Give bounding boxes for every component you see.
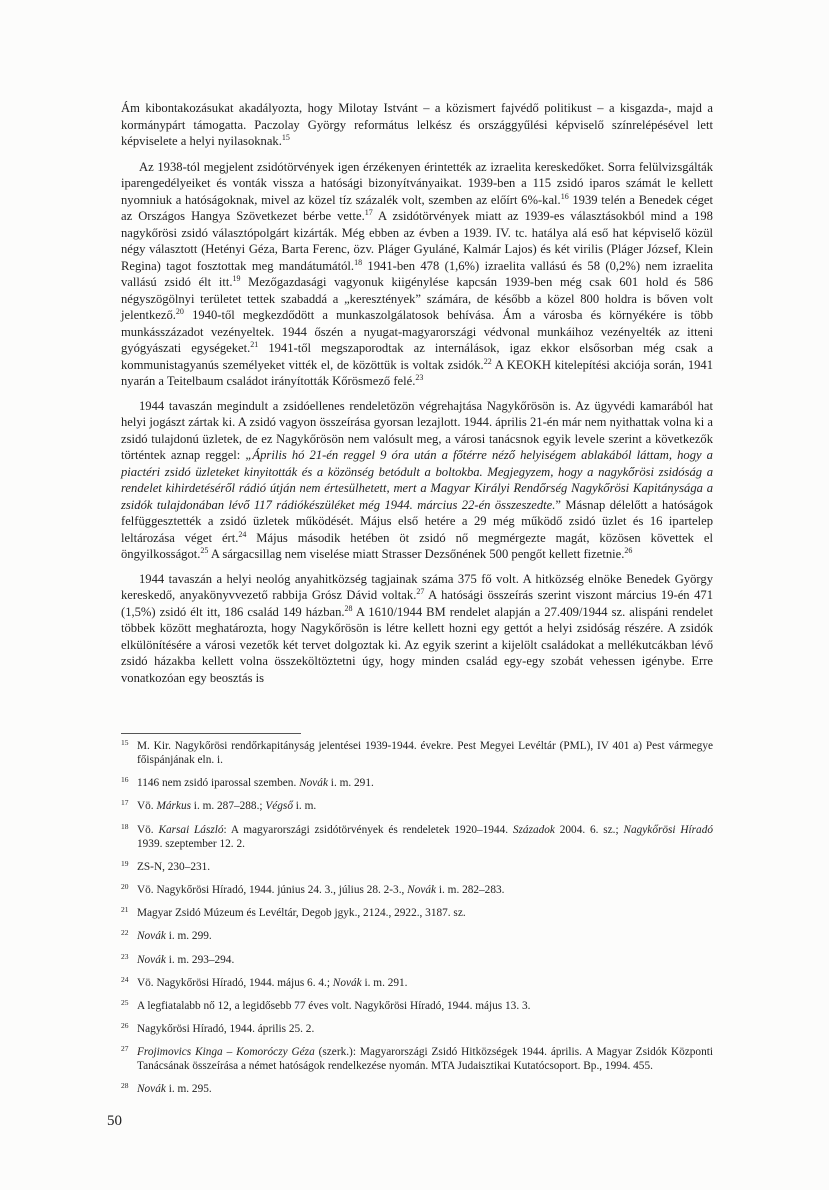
footnote-text: i. m. <box>292 800 317 813</box>
footnote-ref[interactable]: 24 <box>238 529 247 539</box>
main-text <box>121 100 713 686</box>
footnote-ref[interactable]: 20 <box>175 307 184 316</box>
footnote-text: 2004. 6. sz.; <box>554 823 624 836</box>
footnote-ref[interactable]: 18 <box>354 257 363 267</box>
footnote-text: ZS-N, 230–231. <box>137 860 211 873</box>
footnote-text: i. m. 293–294. <box>165 953 235 966</box>
paragraph-1 <box>121 100 713 150</box>
paragraph-3 <box>121 398 713 563</box>
author-name: Novák <box>137 930 166 943</box>
footnote-text: Nagykőrösi Híradó, 1944. április 25. 2. <box>137 1023 315 1036</box>
footnote <box>121 799 713 813</box>
footnote-text: Vö. Nagykőrösi Híradó, 1944. június 24. 3., július 28. 2-3., <box>137 883 408 896</box>
footnote-number: 26 <box>121 1021 129 1031</box>
journal-name: Századok <box>512 823 555 836</box>
text-run: Az 1938-tól megjelent zsidótörvények igen érzékenyen érintették az izraelita kereskedőket. Sorra felülvizsgálták iparengedélyeiket és vonták vissza a hatósági bizonyítványaikat. 1939-ben a 115 zsidó iparos számát le kellett nyomniuk a hatóságoknak, mivel az közel tíz százalék volt, szemben az előírt 6%-kal. <box>121 159 713 207</box>
footnote-ref[interactable]: 15 <box>281 133 290 142</box>
footnote <box>121 1045 713 1073</box>
footnote-ref[interactable]: 25 <box>200 546 209 555</box>
footnote-number: 27 <box>121 1044 129 1054</box>
footnote-ref[interactable]: 19 <box>232 274 241 283</box>
text-run: 1944 tavaszán megindult a zsidóellenes rendeletözön végrehajtása Nagykőrösön is. Az ügyvédi kamarából hat helyi jogászt zártak ki. A zsidó vagyon összeírása gyorsan lezajlott. 1944. április 21-én már nem nyithattak volna ki a zsidó tulajdonú üzletek, de ez Nagykőrösön nem valósult meg, a városi tanácsnok egyik levele szerint a következők történtek aznap reggel: <box>121 398 713 462</box>
text-run: A KEOKH kitelepítési akciója során, 1941 nyarán a Teitelbaum családot irányították Kőrösmező felé. <box>121 357 714 388</box>
footnote <box>121 1082 713 1096</box>
footnote <box>121 823 713 851</box>
footnote-number: 17 <box>121 798 129 808</box>
text-run: A hatósági összeírás szerint viszont március 19-én 471 (1,5%) zsidó élt itt, 186 család 149 házban. <box>121 588 714 619</box>
author-name: Novák <box>299 777 328 790</box>
footnote-number: 18 <box>121 821 129 831</box>
text-run: A sárgacsillag nem viselése miatt Strasser Dezsőnének 500 pengőt kellett fizetnie. <box>208 547 625 561</box>
footnote-ref[interactable]: 23 <box>415 373 424 382</box>
footnote-text: i. m. 291. <box>327 777 374 790</box>
author-name: Novák <box>137 953 166 966</box>
footnote-text: Magyar Zsidó Múzeum és Levéltár, Degob jgyk., 2124., 2922., 3187. sz. <box>137 907 466 920</box>
paragraph-4 <box>121 571 713 687</box>
footnote <box>121 999 713 1013</box>
footnote-number: 28 <box>121 1081 129 1091</box>
footnote-ref[interactable]: 21 <box>250 340 259 349</box>
footnote-ref[interactable]: 26 <box>624 546 633 555</box>
author-name: Frojimovics Kinga – Komoróczy Géza <box>137 1046 315 1059</box>
footnote-text: 1939. szeptember 12. 2. <box>137 837 245 850</box>
author-name: Márkus <box>156 800 191 813</box>
author-name: Novák <box>407 883 437 896</box>
footnote <box>121 776 713 790</box>
text-run: Mezőgazdasági vagyonuk kiigénylése kapcsán 1939-ben még csak 601 hold és 586 négyszögölnyi területet tettek szabaddá a „keresztények” számára, de később a közel 800 holdra is bőven volt jelentkező. <box>121 275 713 322</box>
footnote <box>121 906 713 920</box>
footnote <box>121 976 713 990</box>
footnote-text: i. m. 282–283. <box>436 883 505 896</box>
footnote <box>121 739 713 767</box>
footnote-number: 22 <box>121 928 129 938</box>
footnote-text: i. m. 287–288.; <box>190 800 266 813</box>
footnote <box>121 860 713 874</box>
footnote-number: 16 <box>121 775 129 785</box>
quoted-letter: „Április hó 21-én reggel 9 óra után a főtérre néző helyiségem ablakából láttam, hogy a piactéri zsidó üzleteket kinyitották és a közönség betódult a boltokba. Megjegyzem, hogy a nagykőrösi zsidóság a rendelet kihirdetéséről rádió útján nem értesülhetett, mert a Magyar Királyi Rendőrség Nagykőrösi Kapitánysága a zsidók tulajdonában lévő 117 rádiókészüléket még 1944. március 22-én összeszedte. <box>121 448 713 512</box>
footnote-number: 25 <box>121 997 129 1007</box>
text-run: Május második hetében öt zsidó nő megmérgezte magát, közösen követtek el öngyilkosságot. <box>121 530 713 561</box>
footnote-number: 15 <box>121 738 129 747</box>
text-run: Ám kibontakozásukat akadályozta, hogy Milotay Istvánt – a közismert fajvédő politikust – a kisgazda-, majd a kormánypárt támogatta. Paczolay György református lelkész és országgyűlési képviselő színrelépésével lett képviselete a helyi nyilasoknak. <box>121 101 713 148</box>
author-name: Novák <box>332 976 362 989</box>
text-run: 1944 tavaszán a helyi neológ anyahitközség tagjainak száma 375 fő volt. A hitközség elnöke Benedek György kereskedő, anyakönyvvezető rabbija Grósz Dávid voltak. <box>121 571 713 602</box>
footnote-ref[interactable]: 22 <box>483 356 492 366</box>
footnote-number: 23 <box>121 951 129 961</box>
author-name: Karsai László <box>158 823 224 836</box>
footnote-text: i. m. 295. <box>165 1083 212 1096</box>
page-number: 50 <box>107 1113 122 1129</box>
text-run: 1941-től megszaporodtak az internálások, igaz ekkor elsősorban még csak a kommunistagyanús személyeket vitték el, de közöttük is voltak zsidók. <box>121 341 713 372</box>
author-name: Végső <box>265 800 293 813</box>
footnote-text: Vö. Nagykőrösi Híradó, 1944. május 6. 4.; <box>137 976 333 989</box>
footnote-text: i. m. 299. <box>165 930 212 943</box>
footnote-number: 19 <box>121 858 129 868</box>
author-name: Novák <box>137 1083 166 1096</box>
footnote-text: i. m. 291. <box>361 976 408 989</box>
footnote-text: Vö. <box>137 800 157 813</box>
footnote <box>121 883 713 897</box>
footnote-ref[interactable]: 16 <box>560 191 569 201</box>
footnote <box>121 1022 713 1036</box>
footnote-text: Vö. <box>137 823 159 836</box>
footnote-text: A legfiatalabb nő 12, a legidősebb 77 éves volt. Nagykőrösi Híradó, 1944. május 13. 3. <box>137 999 531 1012</box>
text-run: ” Másnap délelőtt a hatóságok felfüggesztették a zsidó üzletek működését. Május első hetére a 29 még működő zsidó üzlet és 16 ipartelep leltározása véget ért. <box>121 497 714 545</box>
footnotes <box>121 739 713 1106</box>
footnote-text: : A magyarországi zsidótörvények és rendeletek 1920–1944. <box>223 823 513 836</box>
footnote-divider <box>121 733 301 734</box>
footnote-ref[interactable]: 27 <box>416 587 425 596</box>
text-run: 1941-ben 478 (1,6%) izraelita vallású és 58 (0,2%) nem izraelita vallású zsidó élt itt. <box>121 258 713 289</box>
footnote-number: 24 <box>121 974 129 984</box>
footnote <box>121 929 713 943</box>
footnote-number: 20 <box>121 881 129 891</box>
footnote-text: (szerk.): Magyarországi Zsidó Hitközségek 1944. április. A Magyar Zsidók Központi Tanácsának összeírása a német hatóságok rendelkezése nyomán. MTA Judaisztikai Kutatócsoport. Bp., 1994. 455. <box>137 1046 713 1073</box>
footnote-ref[interactable]: 28 <box>344 603 353 613</box>
footnote <box>121 953 713 967</box>
text-run: 1940-től megkezdődött a munkaszolgálatosok behívása. Ám a városba és környékére is több munkásszázadot vezényeltek. 1944 őszén a nyugat-magyarországi védvonal munkáihoz vezényelték az itteni gyógyászati egységeket. <box>121 308 713 355</box>
footnote-text: 1146 nem zsidó iparossal szemben. <box>137 777 300 790</box>
text-run: A zsidótörvények miatt az 1939-es választásokból mind a 198 nagykőrösi zsidó választópolgárt kizárták. Még ebben az évben a 1939. IV. tc. hatálya alá eső hat képviselő közül négy választott (Hetényi Géza, Barta Ferenc, özv. Pláger Gyuláné, Kalmár Lajos) és két virilis (Pláger József, Klein Regina) tagot fosztottak meg mandátumától. <box>121 209 713 273</box>
paragraph-2 <box>121 159 713 390</box>
footnote-number: 21 <box>121 905 129 915</box>
footnote-text: M. Kir. Nagykőrösi rendőrkapitányság jelentései 1939-1944. évekre. Pest Megyei Levéltár (PML), IV 401 a) Pest vármegye főispánjának eln. i. <box>137 740 713 766</box>
footnote-ref[interactable]: 17 <box>364 208 373 217</box>
text-run: A 1610/1944 BM rendelet alapján a 27.409/1944 sz. alispáni rendelet többek között meghatározta, hogy Nagykőrösön is létre kellett hozni egy gettót a helyi zsidóság részére. A zsidók elkülönítésére a városi vezetők két tervet dolgoztak ki. Az egyik szerint a kijelölt családokat a mellékutcákban lévő zsidó házakba kellett volna összeköltöztetni úgy, hogy minden család egy-egy szobát vehessen igénybe. Erre vonatkozóan egy beosztás is <box>121 604 713 685</box>
journal-name: Nagykőrösi Híradó <box>623 823 713 836</box>
text-run: 1939 telén a Benedek céget az Országos Hangya Szövetkezet bérbe vette. <box>121 192 713 223</box>
